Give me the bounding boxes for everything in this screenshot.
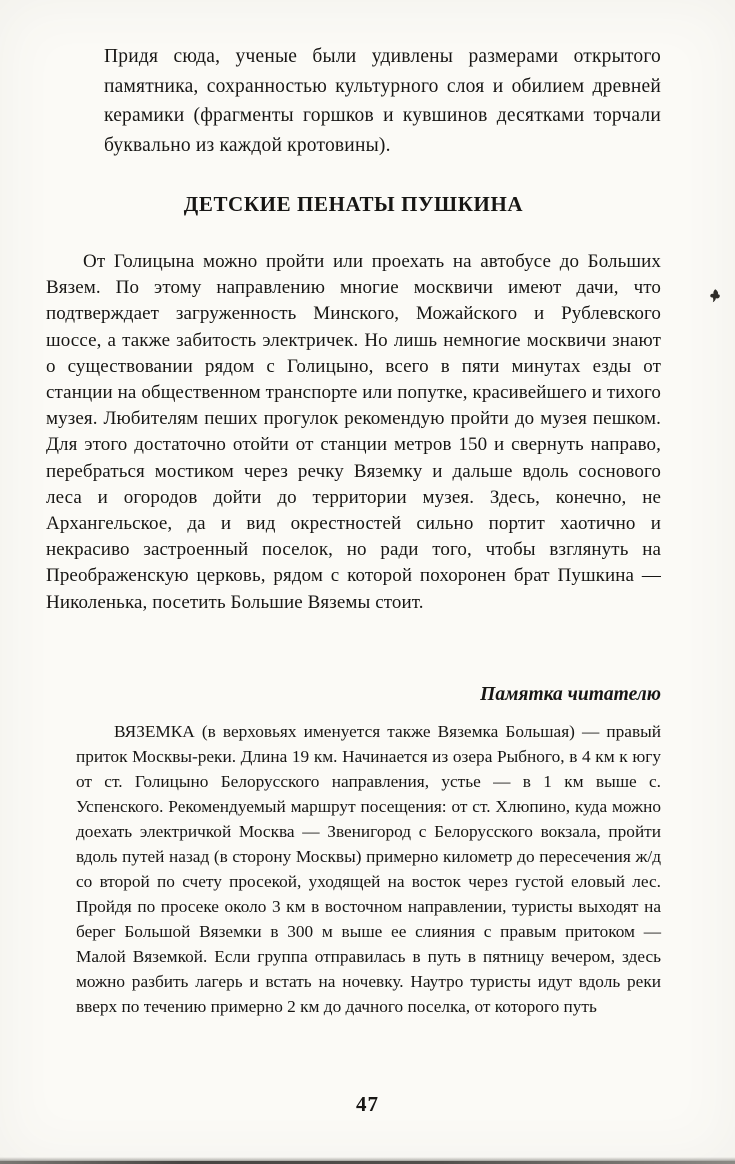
memo-paragraph: ВЯЗЕМКА (в верховьях именуется также Вяземка Большая) — правый приток Москвы-реки. Длина 19 км. Начинается из озера Рыбного, в 4 км к югу от ст. Голицыно Белорусского направления, устье — в 1 км выше с. Успенского. Рекомендуемый маршрут посещения: от ст. Хлюпино, куда можно доехать электричкой Москва — Звенигород с Белорусского вокзала, пройти вдоль путей назад (в сторону Москвы) примерно километр до пересечения ж/д со второй по счету просекой, уходящей на восток через густой еловый лес. Пройдя по просеке около 3 км в восточном направлении, туристы выходят на берег Большой Вяземки в 300 м выше ее слияния с правым притоком — Малой Вяземкой. Если группа отправилась в путь в пятницу вечером, здесь можно разбить лагерь и встать на ночевку. Наутро туристы идут вдоль реки вверх по течению примерно 2 км до дачного поселка, от которого путь [76, 722, 661, 1016]
ink-speck-icon [709, 288, 721, 304]
chapter-heading: ДЕТСКИЕ ПЕНАТЫ ПУШКИНА [183, 192, 524, 216]
intro-paragraph: Придя сюда, ученые были удивлены размерами открытого памятника, сохранностью культурного слоя и обилием древней керамики (фрагменты горшков и кувшинов десятками торчали буквально из каждой кротовины). [104, 46, 661, 156]
chapter-body-paragraph: От Голицына можно пройти или проехать на автобусе до Больших Вязем. По этому направлению многие москвичи имеют дачи, что подтверждает загруженность Минского, Можайского и Рублевского шоссе, а также забитость электричек. Но лишь немногие москвичи знают о существовании рядом с Голицыно, всего в пяти минутах езды от станции на общественном транспорте или попутке, красивейшего и тихого музея. Любителям пеших прогулок рекомендую пройти до музея пешком. Для этого достаточно отойти от станции метров 150 и свернуть направо, перебраться мостиком через речку Вяземку и дальше вдоль соснового леса и огородов дойти до территории музея. Здесь, конечно, не Архангельское, да и вид окрестностей сильно портит хаотично и некрасиво застроенный поселок, но ради того, чтобы взглянуть на Преображенскую церковь, рядом с которой похоронен брат Пушкина — Николенька, посетить Большие Вяземы стоит. [46, 251, 661, 613]
memo-heading: Памятка читателю [480, 684, 661, 705]
page-number: 47 [356, 1092, 379, 1116]
